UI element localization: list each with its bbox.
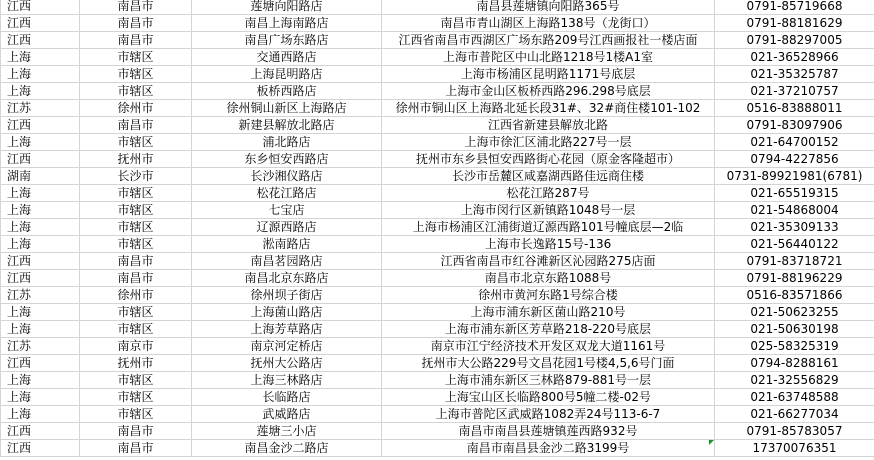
table-row	[1, 49, 874, 66]
table-row	[1, 338, 874, 355]
province-cell[interactable]: 上海	[1, 83, 80, 100]
city-cell[interactable]: 徐州市	[80, 287, 192, 304]
province-cell[interactable]: 江西	[1, 0, 80, 15]
store-cell[interactable]: 抚州大公路店	[192, 355, 382, 372]
address-cell[interactable]: 上海市闵行区新镇路1048号一层	[382, 202, 715, 219]
province-cell[interactable]: 江西	[1, 117, 80, 134]
city-cell[interactable]: 南京市	[80, 338, 192, 355]
table-row	[1, 355, 874, 372]
phone-cell[interactable]: 021-35325787	[715, 66, 874, 83]
cell-comment-marker	[709, 440, 714, 445]
store-cell[interactable]: 上海昆明路店	[192, 66, 382, 83]
phone-cell[interactable]: 021-37210757	[715, 83, 874, 100]
phone-cell[interactable]: 021-66277034	[715, 406, 874, 423]
city-cell[interactable]: 南昌市	[80, 270, 192, 287]
address-cell[interactable]: 抚州市大公路229号文昌花园1号楼4,5,6号门面	[382, 355, 715, 372]
city-cell[interactable]: 市辖区	[80, 321, 192, 338]
store-cell[interactable]: 徐州坝子街店	[192, 287, 382, 304]
table-row	[1, 66, 874, 83]
city-cell[interactable]: 市辖区	[80, 304, 192, 321]
city-cell[interactable]: 南昌市	[80, 440, 192, 457]
address-cell[interactable]: 长沙市岳麓区咸嘉湖西路佳远商住楼	[382, 168, 715, 185]
store-cell[interactable]: 南京河定桥店	[192, 338, 382, 355]
store-cell[interactable]: 长沙湘仪路店	[192, 168, 382, 185]
province-cell[interactable]: 江西	[1, 253, 80, 270]
phone-cell[interactable]: 025-58325319	[715, 338, 874, 355]
address-cell[interactable]: 上海市普陀区武威路1082弄24号113-6-7	[382, 406, 715, 423]
store-cell[interactable]: 板桥西路店	[192, 83, 382, 100]
city-cell[interactable]: 抚州市	[80, 151, 192, 168]
table-row	[1, 185, 874, 202]
store-cell[interactable]: 新建县解放北路店	[192, 117, 382, 134]
province-cell[interactable]: 上海	[1, 236, 80, 253]
table-body	[1, 0, 874, 457]
store-cell[interactable]: 上海芳草路店	[192, 321, 382, 338]
city-cell[interactable]: 市辖区	[80, 49, 192, 66]
store-cell[interactable]: 南昌北京东路店	[192, 270, 382, 287]
table-row	[1, 321, 874, 338]
province-cell[interactable]: 上海	[1, 372, 80, 389]
store-cell[interactable]: 莲塘向阳路店	[192, 0, 382, 15]
table-row	[1, 202, 874, 219]
city-cell[interactable]: 南昌市	[80, 15, 192, 32]
address-cell[interactable]: 上海市金山区板桥西路296.298号底层	[382, 83, 715, 100]
table-row	[1, 100, 874, 117]
address-cell[interactable]: 上海市长逸路15号-136	[382, 236, 715, 253]
phone-cell[interactable]: 021-36528966	[715, 49, 874, 66]
store-cell[interactable]: 南昌广场东路店	[192, 32, 382, 49]
table-row	[1, 270, 874, 287]
table-row	[1, 0, 874, 15]
phone-cell[interactable]: 0791-88181629	[715, 15, 874, 32]
city-cell[interactable]: 市辖区	[80, 236, 192, 253]
store-cell[interactable]: 武威路店	[192, 406, 382, 423]
address-cell[interactable]: 徐州市黄河东路1号综合楼	[382, 287, 715, 304]
phone-cell[interactable]: 021-50623255	[715, 304, 874, 321]
city-cell[interactable]: 市辖区	[80, 219, 192, 236]
address-cell[interactable]: 上海宝山区长临路800号5幢二楼-02号	[382, 389, 715, 406]
address-cell[interactable]: 上海市普陀区中山北路1218号1楼A1室	[382, 49, 715, 66]
province-cell[interactable]: 上海	[1, 304, 80, 321]
phone-cell[interactable]: 0791-88196229	[715, 270, 874, 287]
phone-cell[interactable]: 021-35309133	[715, 219, 874, 236]
address-cell[interactable]: 松花江路287号	[382, 185, 715, 202]
store-cell[interactable]: 松花江路店	[192, 185, 382, 202]
phone-cell[interactable]: 0791-83097906	[715, 117, 874, 134]
city-cell[interactable]: 徐州市	[80, 100, 192, 117]
province-cell[interactable]: 江苏	[1, 338, 80, 355]
table-row	[1, 372, 874, 389]
province-cell[interactable]: 江西	[1, 151, 80, 168]
table-row	[1, 304, 874, 321]
store-cell[interactable]: 莲塘三小店	[192, 423, 382, 440]
city-cell[interactable]: 长沙市	[80, 168, 192, 185]
address-cell[interactable]: 江西省南昌市红谷滩新区沁园路275店面	[382, 253, 715, 270]
store-cell[interactable]: 南昌茗园路店	[192, 253, 382, 270]
address-cell[interactable]: 徐州市铜山区上海路北延长段31#、32#商住楼101-102	[382, 100, 715, 117]
phone-cell[interactable]: 0791-88297005	[715, 32, 874, 49]
city-cell[interactable]: 市辖区	[80, 406, 192, 423]
phone-cell[interactable]: 021-56440122	[715, 236, 874, 253]
address-cell[interactable]: 南昌市北京东路1088号	[382, 270, 715, 287]
table-row	[1, 117, 874, 134]
table-row	[1, 32, 874, 49]
province-cell[interactable]: 江西	[1, 32, 80, 49]
province-cell[interactable]: 江西	[1, 355, 80, 372]
province-cell[interactable]: 江西	[1, 15, 80, 32]
address-cell[interactable]: 上海市杨浦区江浦街道辽源西路101号幢底层—2临	[382, 219, 715, 236]
province-cell[interactable]: 上海	[1, 134, 80, 151]
city-cell[interactable]: 南昌市	[80, 117, 192, 134]
table-row	[1, 15, 874, 32]
city-cell[interactable]: 市辖区	[80, 134, 192, 151]
city-cell[interactable]: 市辖区	[80, 185, 192, 202]
phone-cell[interactable]: 0791-85783057	[715, 423, 874, 440]
address-cell[interactable]: 上海市浦东新区菌山路210号	[382, 304, 715, 321]
store-cell[interactable]: 徐州铜山新区上海路店	[192, 100, 382, 117]
province-cell[interactable]: 江苏	[1, 287, 80, 304]
phone-cell[interactable]: 021-32556829	[715, 372, 874, 389]
phone-cell[interactable]: 0791-85719668	[715, 0, 874, 15]
city-cell[interactable]: 南昌市	[80, 0, 192, 15]
phone-cell[interactable]: 0794-8288161	[715, 355, 874, 372]
table-row	[1, 134, 874, 151]
city-cell[interactable]: 市辖区	[80, 389, 192, 406]
address-cell[interactable]: 抚州市东乡县恒安西路街心花园（原金客隆超市）	[382, 151, 715, 168]
table-row	[1, 389, 874, 406]
address-cell[interactable]: 上海市徐汇区浦北路227号一层	[382, 134, 715, 151]
phone-cell[interactable]: 0516-83888011	[715, 100, 874, 117]
table-row	[1, 219, 874, 236]
table-row	[1, 440, 874, 457]
table-row	[1, 406, 874, 423]
address-cell[interactable]: 南昌县莲塘镇向阳路365号	[382, 0, 715, 15]
phone-cell[interactable]: 0516-83571866	[715, 287, 874, 304]
province-cell[interactable]: 江西	[1, 440, 80, 457]
address-cell[interactable]: 上海市浦东新区三林路879-881号一层	[382, 372, 715, 389]
phone-cell[interactable]: 021-54868004	[715, 202, 874, 219]
store-cell[interactable]: 东乡恒安西路店	[192, 151, 382, 168]
store-cell[interactable]: 长临路店	[192, 389, 382, 406]
address-cell[interactable]: 上海市浦东新区芳草路218-220号底层	[382, 321, 715, 338]
store-cell[interactable]: 上海菌山路店	[192, 304, 382, 321]
city-cell[interactable]: 市辖区	[80, 83, 192, 100]
phone-cell[interactable]: 021-63748588	[715, 389, 874, 406]
address-cell[interactable]: 上海市杨浦区昆明路1171号底层	[382, 66, 715, 83]
city-cell[interactable]: 南昌市	[80, 32, 192, 49]
phone-cell[interactable]: 021-65519315	[715, 185, 874, 202]
table-row	[1, 236, 874, 253]
store-cell[interactable]: 浦北路店	[192, 134, 382, 151]
store-cell[interactable]: 上海三林路店	[192, 372, 382, 389]
address-cell[interactable]: 江西省南昌市西湖区广场东路209号江西画报社一楼店面	[382, 32, 715, 49]
province-cell[interactable]: 江西	[1, 423, 80, 440]
address-cell[interactable]: 江西省新建县解放北路	[382, 117, 715, 134]
province-cell[interactable]: 上海	[1, 389, 80, 406]
phone-cell[interactable]: 021-64700152	[715, 134, 874, 151]
table-row	[1, 151, 874, 168]
phone-cell[interactable]: 0791-83718721	[715, 253, 874, 270]
table-row	[1, 423, 874, 440]
city-cell[interactable]: 南昌市	[80, 253, 192, 270]
store-cell[interactable]: 交通西路店	[192, 49, 382, 66]
address-cell[interactable]: 南昌市青山湖区上海路138号（龙街口）	[382, 15, 715, 32]
store-cell[interactable]: 南昌上海南路店	[192, 15, 382, 32]
city-cell[interactable]: 市辖区	[80, 202, 192, 219]
table-row	[1, 253, 874, 270]
province-cell[interactable]: 上海	[1, 406, 80, 423]
province-cell[interactable]: 上海	[1, 321, 80, 338]
store-cell[interactable]: 辽源西路店	[192, 219, 382, 236]
address-cell[interactable]: 南京市江宁经济技术开发区双龙大道1161号	[382, 338, 715, 355]
phone-cell[interactable]: 0794-4227856	[715, 151, 874, 168]
table-row	[1, 287, 874, 304]
province-cell[interactable]: 江西	[1, 270, 80, 287]
store-cell[interactable]: 南昌金沙二路店	[192, 440, 382, 457]
address-cell[interactable]: 南昌市南昌县莲塘镇莲西路932号	[382, 423, 715, 440]
address-cell[interactable]: 南昌市南昌县金沙二路3199号	[382, 440, 715, 457]
phone-cell[interactable]: 0731-89921981(6781)	[715, 168, 874, 185]
store-cell[interactable]: 淞南路店	[192, 236, 382, 253]
phone-cell[interactable]: 17370076351	[715, 440, 874, 457]
province-cell[interactable]: 上海	[1, 219, 80, 236]
store-cell[interactable]: 七宝店	[192, 202, 382, 219]
province-cell[interactable]: 上海	[1, 185, 80, 202]
province-cell[interactable]: 江苏	[1, 100, 80, 117]
province-cell[interactable]: 上海	[1, 66, 80, 83]
province-cell[interactable]: 上海	[1, 49, 80, 66]
table-row	[1, 168, 874, 185]
city-cell[interactable]: 市辖区	[80, 372, 192, 389]
city-cell[interactable]: 南昌市	[80, 423, 192, 440]
province-cell[interactable]: 上海	[1, 202, 80, 219]
city-cell[interactable]: 抚州市	[80, 355, 192, 372]
city-cell[interactable]: 市辖区	[80, 66, 192, 83]
table-row	[1, 83, 874, 100]
phone-cell[interactable]: 021-50630198	[715, 321, 874, 338]
province-cell[interactable]: 湖南	[1, 168, 80, 185]
